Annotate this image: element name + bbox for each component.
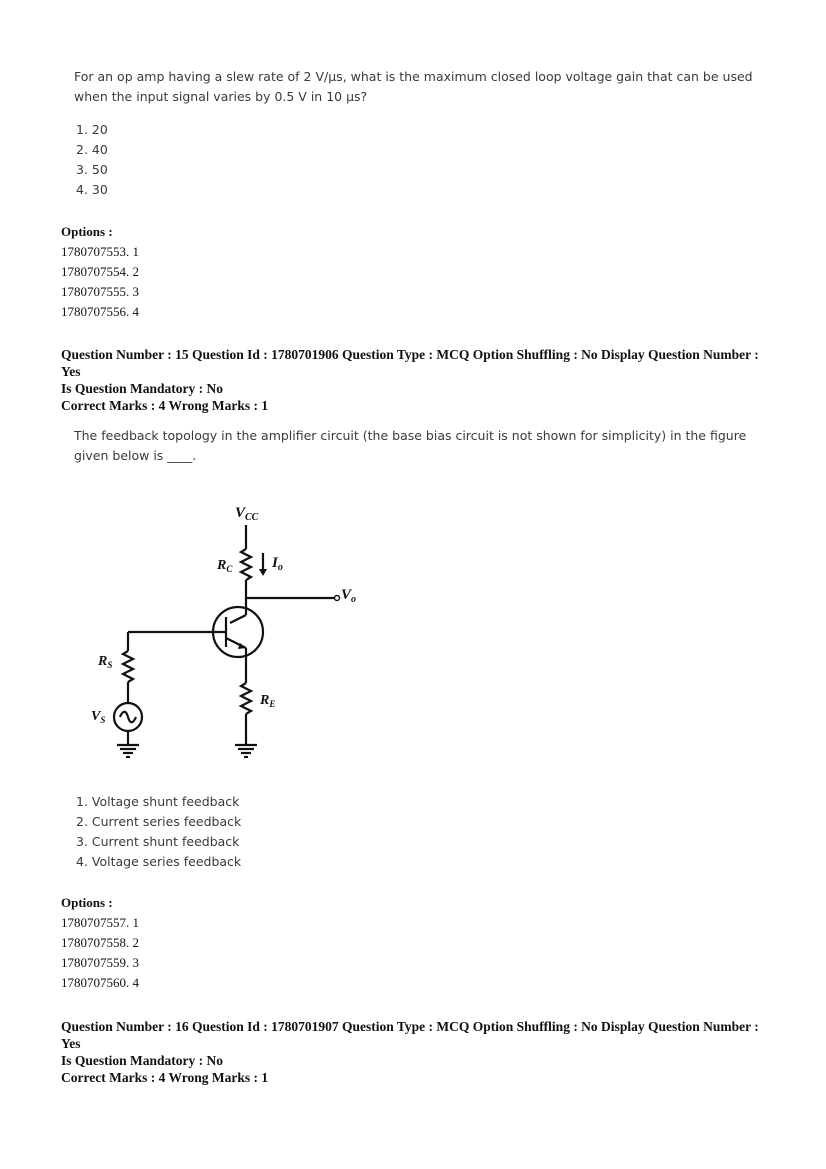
meta-line-3: Correct Marks : 4 Wrong Marks : 1	[61, 1070, 269, 1085]
vo-label: $V_o$	[341, 587, 357, 605]
option-id-2: 1780707554. 2	[61, 264, 139, 279]
question-15-text: The feedback topology in the amplifier circuit (the base bias circuit is not shown for simplicity) in the figure given below is ____.	[74, 428, 747, 463]
choice-4: 4. Voltage series feedback	[76, 854, 242, 869]
option-id-3: 1780707555. 3	[61, 284, 139, 299]
option-id-1: 1780707553. 1	[61, 244, 139, 259]
re-label: $R_E$	[260, 693, 276, 709]
question-16-meta	[61, 1018, 781, 1086]
vs-label: $V_S$	[91, 709, 106, 725]
meta-line-1: Question Number : 15 Question Id : 1780701906 Question Type : MCQ Option Shuffling : No Display Question Number : Yes	[61, 347, 759, 379]
choice-1: 1. 20	[76, 122, 108, 137]
vcc-label: $V_{CC}$	[235, 505, 259, 523]
option-id-4: 1780707560. 4	[61, 975, 139, 990]
choice-4: 4. 30	[76, 182, 108, 197]
choice-3: 3. 50	[76, 162, 108, 177]
meta-line-3: Correct Marks : 4 Wrong Marks : 1	[61, 398, 269, 413]
amplifier-circuit-diagram	[80, 495, 380, 775]
question-14-choices	[76, 120, 108, 200]
choice-3: 3. Current shunt feedback	[76, 834, 240, 849]
meta-line-1: Question Number : 16 Question Id : 1780701907 Question Type : MCQ Option Shuffling : No Display Question Number : Yes	[61, 1019, 759, 1051]
question-14-text: For an op amp having a slew rate of 2 V/μs, what is the maximum closed loop voltage gain that can be used when the input signal varies by 0.5 V in 10 μs?	[74, 69, 753, 104]
meta-line-2: Is Question Mandatory : No	[61, 381, 224, 396]
question-15-choices	[76, 792, 241, 872]
choice-1: 1. Voltage shunt feedback	[76, 794, 240, 809]
option-id-3: 1780707559. 3	[61, 955, 139, 970]
choice-2: 2. 40	[76, 142, 108, 157]
rc-label: $R_C$	[217, 558, 233, 574]
option-id-4: 1780707556. 4	[61, 304, 139, 319]
question-15-options	[61, 893, 139, 993]
option-id-2: 1780707558. 2	[61, 935, 139, 950]
question-15-meta	[61, 346, 781, 414]
choice-2: 2. Current series feedback	[76, 814, 242, 829]
option-id-1: 1780707557. 1	[61, 915, 139, 930]
options-title: Options :	[61, 224, 113, 239]
question-14-options	[61, 222, 139, 322]
rs-label: $R_S$	[98, 654, 113, 670]
io-label: $I_o$	[272, 555, 283, 573]
meta-line-2: Is Question Mandatory : No	[61, 1053, 224, 1068]
options-title: Options :	[61, 895, 113, 910]
